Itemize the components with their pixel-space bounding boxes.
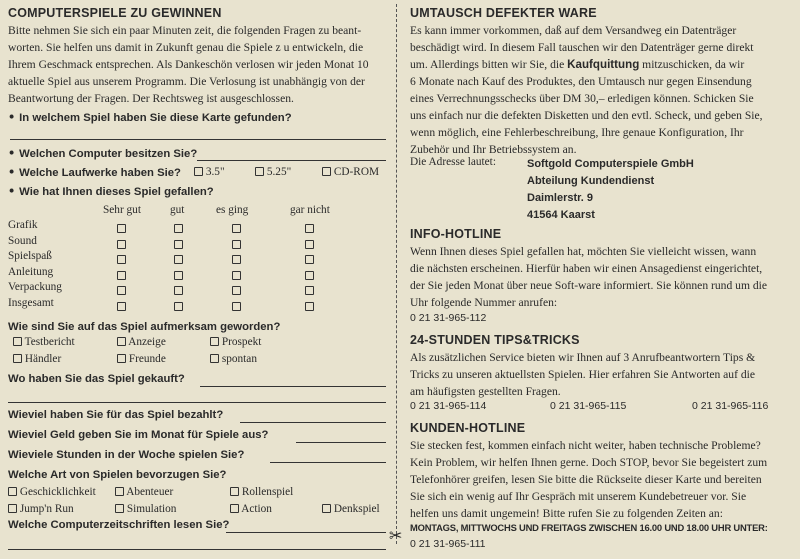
exchange-text [410, 22, 800, 158]
question-found: • In welchem Spiel haben Sie diese Karte gefunden? [8, 111, 292, 124]
question-attention: Wie sind Sie auf das Spiel aufmerksam geworden? [8, 321, 281, 333]
attention-option[interactable]: Testbericht [13, 336, 75, 348]
text-line: Sie stecken fest, kommen einfach nicht weiter, haben technische Probleme? [410, 439, 761, 452]
drive-option-525[interactable]: 5.25" [255, 166, 291, 178]
rating-checkbox[interactable] [305, 286, 314, 295]
checkbox[interactable] [230, 504, 239, 513]
answer-line-paid[interactable] [240, 422, 386, 423]
text-line: wenn möglich, eine Fehlerbeschreibung, Ihre genaue Konfiguration, Ihr [410, 126, 744, 139]
answer-line-computer[interactable] [197, 160, 386, 161]
rating-row-label: Verpackung [8, 281, 62, 293]
checkbox[interactable] [8, 487, 17, 496]
rating-checkbox[interactable] [117, 286, 126, 295]
text-line: die nächsten erscheinen. Hierfür haben wir einen Ansagedienst eingerichtet, [410, 262, 763, 275]
rating-checkbox[interactable] [117, 255, 126, 264]
rating-row-label: Spielspaß [8, 250, 52, 262]
checkbox[interactable] [8, 504, 17, 513]
question-mags: Welche Computerzeitschriften lesen Sie? [8, 519, 230, 531]
text-line: eines Verrechnungsschecks über DM 30,– erledigen können. Schicken Sie [410, 92, 754, 105]
checkbox[interactable] [322, 167, 331, 176]
text-line: beschädigt wird. In diesem Fall tauschen wir den Datenträger gerne direkt [410, 41, 754, 54]
intro-line: aktuelle Spiel aus unserem Programm. Die Verlosung ist unabhängig von der [8, 75, 365, 88]
text-line: helfen uns damit ungemein! Bitte rufen Sie zu folgenden Zeiten an: [410, 507, 723, 520]
kind-option[interactable]: Rollenspiel [230, 486, 293, 498]
text-line: am häufigsten gestellten Fragen. [410, 385, 561, 398]
kind-option[interactable]: Jump'n Run [8, 503, 74, 515]
rating-checkbox[interactable] [232, 255, 241, 264]
rating-row-label: Grafik [8, 219, 38, 231]
rating-row-label: Anleitung [8, 265, 54, 278]
question-bought: Wo haben Sie das Spiel gekauft? [8, 373, 185, 385]
checkbox[interactable] [117, 354, 126, 363]
answer-line-bought-2[interactable] [8, 402, 386, 403]
text-line: Kein Problem, wir helfen Ihnen gerne. Doch STOP, bevor Sie begeistert zum [410, 456, 768, 469]
drive-option-35[interactable]: 3.5" [194, 166, 225, 178]
text-line: Es kann immer vorkommen, daß auf dem Versandweg ein Datenträger [410, 24, 737, 37]
checkbox[interactable] [210, 354, 219, 363]
checkbox[interactable] [115, 487, 124, 496]
survey-title: COMPUTERSPIELE ZU GEWINNEN [8, 6, 222, 20]
cut-line [396, 4, 397, 544]
text-line: Wenn Ihnen dieses Spiel gefallen hat, möchten Sie vielleicht wissen, wann [410, 245, 757, 258]
intro-line: Ihrem Geschmack entsprechen. Als Dankeschön verlosen wir jeden Monat 10 [8, 58, 369, 71]
rating-checkbox[interactable] [305, 302, 314, 311]
question-computer: • Welchen Computer besitzen Sie? [8, 147, 198, 160]
attention-option[interactable]: spontan [210, 353, 257, 365]
text-line: Zubehör und Ihr Betriebssystem an. [410, 143, 577, 156]
checkbox[interactable] [115, 504, 124, 513]
rating-checkbox[interactable] [305, 224, 314, 233]
address-line: Daimlerstr. 9 [527, 192, 594, 204]
info-phone-number: 0 21 31-965-112 [410, 312, 487, 324]
question-money: Wieviel Geld geben Sie im Monat für Spiele aus? [8, 429, 269, 441]
attention-option[interactable]: Prospekt [210, 336, 261, 348]
tips-phone-number: 0 21 31-965-115 [550, 400, 627, 412]
checkbox[interactable] [230, 487, 239, 496]
checkbox[interactable] [194, 167, 203, 176]
answer-line-bought[interactable] [200, 386, 386, 387]
checkbox[interactable] [13, 354, 22, 363]
checkbox[interactable] [255, 167, 264, 176]
rating-checkbox[interactable] [232, 286, 241, 295]
scissors-icon: ✂ [389, 526, 403, 545]
text-line: Sie sich ein wenig auf Ihr Gespräch mit unserem Kundebetreuer vor. Sie [410, 490, 747, 503]
address-line: Abteilung Kundendienst [527, 175, 655, 187]
exchange-title: UMTAUSCH DEFEKTER WARE [410, 6, 597, 20]
kind-option[interactable]: Simulation [115, 503, 176, 515]
text-line: Uhr folgende Nummer anrufen: [410, 296, 558, 309]
text-line: Als zusätzlichen Service bieten wir Ihnen auf 3 Anrufbeantwortern Tips & [410, 351, 756, 364]
kind-option[interactable]: Abenteuer [115, 486, 173, 498]
intro-line: Bitte nehmen Sie sich ein paar Minuten zeit, die folgenden Fragen zu beant- [8, 24, 362, 37]
rating-checkbox[interactable] [174, 224, 183, 233]
answer-line-hours[interactable] [270, 462, 386, 463]
address-line: Softgold Computerspiele GmbH [527, 158, 694, 170]
text-line: Telefonhörer greifen, lesen Sie bitte die Rückseite dieser Karte und bereiten [410, 473, 762, 486]
kind-option[interactable]: Action [230, 503, 272, 515]
rating-col-header: gut [170, 204, 185, 216]
rating-checkbox[interactable] [232, 224, 241, 233]
tips-text [410, 349, 800, 400]
info-hotline-text [410, 243, 800, 311]
rating-checkbox[interactable] [305, 240, 314, 249]
rating-col-header: gar nicht [290, 204, 330, 216]
attention-option[interactable]: Anzeige [117, 336, 166, 348]
text-line: Tricks zu unseren aktuellsten Spielen. Hier erfahren Sie Antworten auf die [410, 368, 756, 381]
intro-line: Beantwortung der Fragen. Der Rechtsweg ist ausgeschlossen. [8, 92, 294, 105]
checkbox[interactable] [117, 337, 126, 346]
drive-option-cdrom[interactable]: CD-ROM [322, 166, 379, 178]
rating-checkbox[interactable] [117, 271, 126, 280]
survey-intro [8, 22, 392, 107]
rating-checkbox[interactable] [232, 302, 241, 311]
address-line: 41564 Kaarst [527, 209, 595, 221]
info-hotline-title: INFO-HOTLINE [410, 227, 502, 241]
rating-checkbox[interactable] [305, 255, 314, 264]
rating-col-header: Sehr gut [103, 204, 141, 216]
rating-checkbox[interactable] [232, 240, 241, 249]
address-block [527, 156, 694, 224]
answer-line-mags[interactable] [226, 532, 386, 533]
answer-line-found[interactable] [10, 139, 386, 140]
rating-checkbox[interactable] [232, 271, 241, 280]
kind-option[interactable]: Geschicklichkeit [8, 486, 96, 498]
intro-line: worten. Sie helfen uns damit in Zukunft genau die Spiele z u entwickeln, die [8, 41, 364, 54]
address-label: Die Adresse lautet: [410, 156, 496, 168]
attention-option[interactable]: Freunde [117, 353, 166, 365]
rating-checkbox[interactable] [117, 302, 126, 311]
answer-line-money[interactable] [296, 442, 386, 443]
rating-checkbox[interactable] [305, 271, 314, 280]
rating-row-label: Insgesamt [8, 296, 54, 309]
text-line: 6 Monate nach Kauf des Produktes, den Umtausch nur gegen Einsendung [410, 75, 752, 88]
answer-line-mags-2[interactable] [8, 549, 386, 550]
checkbox[interactable] [13, 337, 22, 346]
rating-checkbox[interactable] [174, 286, 183, 295]
rating-checkbox[interactable] [117, 224, 126, 233]
kind-option[interactable]: Denkspiel [322, 503, 380, 515]
kunden-hotline-title: KUNDEN-HOTLINE [410, 421, 526, 435]
rating-row-label: Sound [8, 234, 37, 247]
rating-checkbox[interactable] [174, 271, 183, 280]
checkbox[interactable] [322, 504, 331, 513]
question-drives: • Welche Laufwerke haben Sie? [8, 166, 181, 179]
text-line: der Sie jeden Monat über neue Soft-ware informiert. Sie können rund um die [410, 279, 768, 292]
checkbox[interactable] [210, 337, 219, 346]
question-hours: Wieviele Stunden in der Woche spielen Sie? [8, 449, 245, 461]
emphasis-text: Kaufquittung [567, 58, 640, 71]
rating-col-header: es ging [216, 204, 249, 216]
rating-checkbox[interactable] [174, 240, 183, 249]
rating-checkbox[interactable] [117, 240, 126, 249]
question-paid: Wieviel haben Sie für das Spiel bezahlt? [8, 409, 224, 421]
kunden-hotline-text [410, 437, 800, 522]
tips-title: 24-STUNDEN TIPS&TRICKS [410, 333, 580, 347]
attention-option[interactable]: Händler [13, 353, 61, 365]
text-line: uns einfach nur die defekten Disketten und den evtl. Scheck, und geben Sie, [410, 109, 763, 122]
kunden-times: MONTAGS, MITTWOCHS UND FREITAGS ZWISCHEN 16.00 UND 18.00 UHR UNTER: [410, 522, 768, 533]
kunden-phone-number: 0 21 31-965-111 [410, 538, 486, 550]
question-liked: • Wie hat Ihnen dieses Spiel gefallen? [8, 185, 214, 198]
question-kind: Welche Art von Spielen bevorzugen Sie? [8, 469, 227, 481]
rating-checkbox[interactable] [174, 255, 183, 264]
rating-checkbox[interactable] [174, 302, 183, 311]
text-line: um. Allerdings bitten wir Sie, die Kaufquittung mitzuschicken, da wir [410, 58, 745, 71]
tips-phone-number: 0 21 31-965-114 [410, 400, 487, 412]
tips-phone-number: 0 21 31-965-116 [692, 400, 769, 412]
